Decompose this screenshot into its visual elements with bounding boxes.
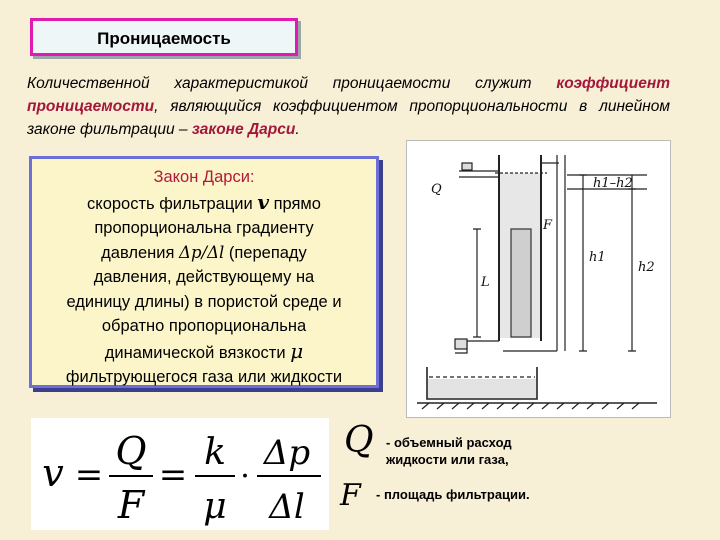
law-line-6: обратно пропорциональна [101, 317, 307, 335]
viscosity-symbol: μ [290, 338, 304, 363]
diagram-label-h2: h2 [638, 260, 655, 275]
formula-eq-2: = [158, 455, 188, 495]
formula-eq-1: = [74, 455, 104, 495]
law-line-8: фильтрующегося газа или жидкости [65, 368, 343, 386]
formula-dot: · [240, 459, 250, 494]
formula-v: v [42, 451, 64, 495]
formula-k: k [204, 432, 226, 473]
law-line-1b: прямо [273, 194, 321, 213]
title-box [30, 18, 298, 56]
pressure-gradient-symbol: Δp/Δl [179, 242, 225, 262]
darcy-law-box [29, 156, 379, 388]
law-line-3b: (перепаду [228, 243, 307, 262]
intro-text-2: , являющийся коэффициентом пропорциональности в линейном законе фильтрации – [27, 98, 670, 138]
darcy-apparatus-diagram [406, 140, 671, 418]
legend-q-desc-1: - объемный расход [386, 435, 512, 450]
law-line-1a: скорость фильтрации [87, 194, 253, 213]
intro-term-permeability: коэффициент проницаемости [27, 75, 670, 115]
law-line-3a: давления [101, 243, 175, 262]
diagram-label-h1: h1 [589, 250, 606, 265]
intro-text-1: Количественной характеристикой проницаемости служит [27, 75, 557, 92]
darcy-formula [31, 418, 329, 530]
law-line-7a: динамической вязкости [104, 343, 286, 362]
diagram-label-hdiff: h1–h2 [593, 176, 633, 191]
intro-text-3: . [295, 121, 300, 138]
law-line-7 [32, 339, 376, 366]
legend-q-desc-2: жидкости или газа, [386, 452, 509, 467]
law-line-2: пропорциональна градиенту [94, 219, 314, 237]
legend-f-desc: - площадь фильтрации. [376, 487, 530, 502]
legend-f-symbol: F [340, 478, 361, 513]
formula-f: F [117, 483, 145, 527]
diagram-label-l: L [481, 275, 490, 290]
law-title: Закон Дарси: [153, 168, 255, 186]
law-line-4: давления, действующему на [93, 268, 315, 286]
diagram-label-q: Q [431, 182, 442, 197]
intro-paragraph [27, 72, 670, 141]
law-line-3 [32, 241, 376, 266]
legend-q-desc [386, 434, 512, 468]
velocity-symbol: v [257, 189, 269, 214]
formula-q: Q [115, 429, 147, 473]
formula-dp: Δp [263, 433, 311, 473]
legend-q-symbol: Q [344, 420, 374, 461]
formula-dl: Δl [269, 487, 305, 527]
law-line-5: единицу длины) в пористой среде и [66, 292, 342, 311]
formula-mu: μ [203, 486, 227, 527]
intro-term-darcy: законе Дарси [191, 121, 296, 138]
page-title: Проницаемость [97, 29, 231, 48]
diagram-label-f: F [543, 218, 553, 233]
law-line-1 [32, 190, 376, 217]
